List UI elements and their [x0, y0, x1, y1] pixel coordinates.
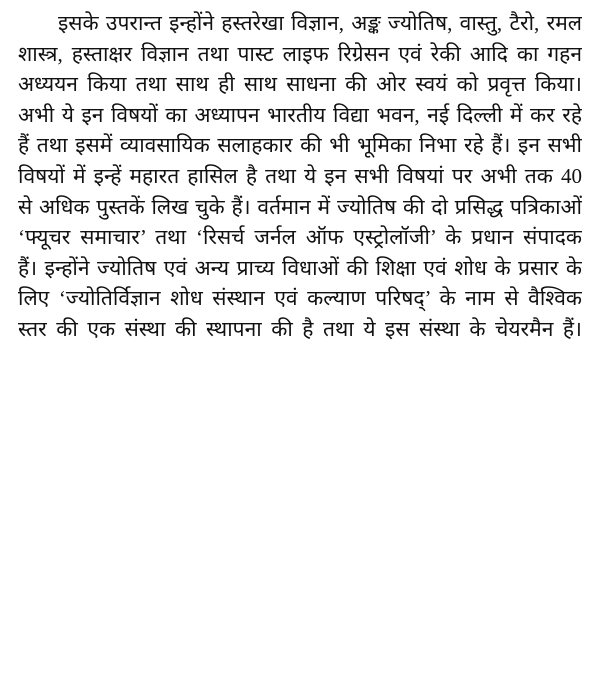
text-line: हैं। इन्होंने ज्योतिष एवं अन्य प्राच्य विधाओं की शिक्षा एवं शोध के प्रसार के: [18, 255, 582, 280]
text-line: अभी ये इन विषयों का अध्यापन भारतीय विद्या भवन, नई दिल्ली में कर रहे: [18, 102, 582, 127]
text-line: से अधिक पुस्तकें लिख चुके हैं। वर्तमान में ज्योतिष की दो प्रसिद्ध पत्रिकाओं: [18, 194, 582, 219]
document-paragraph: [18, 8, 582, 345]
text-line: लिए ‘ज्योतिर्विज्ञान शोध संस्थान एवं कल्याण परिषद्’ के नाम से वैश्विक: [18, 286, 582, 311]
text-line: हैं तथा इसमें व्यावसायिक सलाहकार की भी भूमिका निभा रहे हैं। इन सभी: [18, 133, 582, 158]
text-line: स्तर की एक संस्था की स्थापना की है तथा ये इस संस्था के चेयरमैन हैं।: [18, 316, 582, 341]
text-line: ‘फ्यूचर समाचार’ तथा ‘रिसर्च जर्नल ऑफ एस्ट्रोलॉजी’ के प्रधान संपादक: [18, 225, 582, 250]
text-line: अध्ययन किया तथा साथ ही साथ साधना की ओर स्वयं को प्रवृत्त किया।: [18, 72, 582, 97]
text-line: विषयों में इन्हें महारत हासिल है तथा ये इन सभी विषयां पर अभी तक 40: [18, 163, 582, 188]
text-line: शास्त्र, हस्ताक्षर विज्ञान तथा पास्ट लाइफ रिग्रेसन एवं रेकी आदि का गहन: [18, 41, 582, 66]
text-line: इसके उपरान्त इन्होंने हस्तरेखा विज्ञान, अङ्क ज्योतिष, वास्तु, टैरो, रमल: [58, 11, 582, 35]
